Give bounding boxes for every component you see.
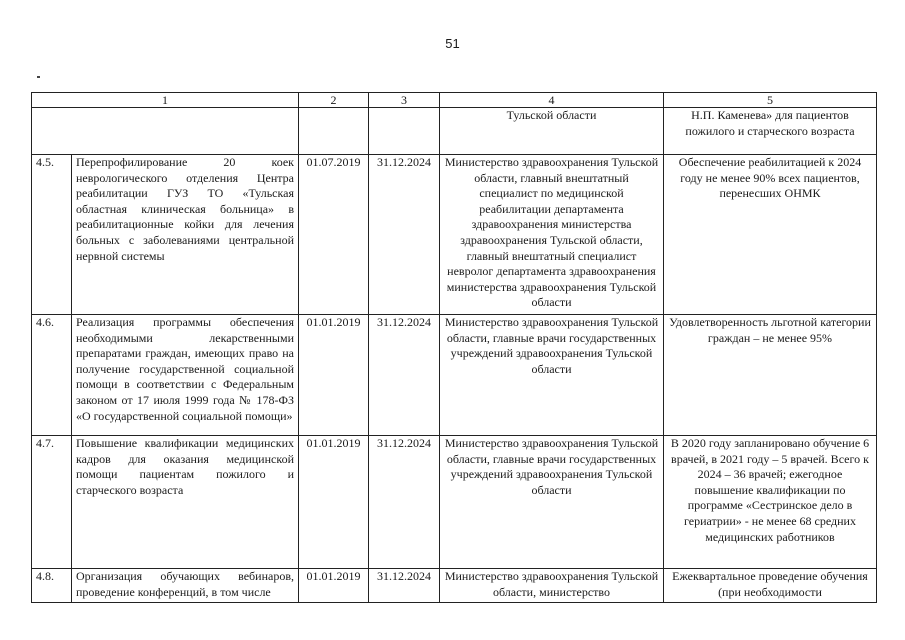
row-activity: Перепрофилирование 20 коек неврологического отделения Центра реабилитации ГУЗ ТО «Тульская областная клиническая больница» в реабилитационные койки для лечения больных с заболеваниями центральной нервной системы bbox=[72, 155, 299, 315]
table-row bbox=[32, 436, 877, 569]
row-number: 4.5. bbox=[32, 155, 72, 315]
row-start-date: 01.01.2019 bbox=[299, 436, 369, 569]
row-responsible: Министерство здравоохранения Тульской области, главные врачи государственных учреждений здравоохранения Тульской области bbox=[440, 315, 664, 436]
row-activity: Повышение квалификации медицинских кадров для оказания медицинской помощи пациентам пожилого и старческого возраста bbox=[72, 436, 299, 569]
table-row bbox=[32, 569, 877, 603]
row-start-date: 01.01.2019 bbox=[299, 315, 369, 436]
page-number: 51 bbox=[445, 36, 460, 51]
row-responsible: Министерство здравоохранения Тульской области, главные врачи государственных учреждений здравоохранения Тульской области bbox=[440, 436, 664, 569]
row-start-date: 01.07.2019 bbox=[299, 155, 369, 315]
continuation-result: Н.П. Каменева» для пациентов пожилого и старческого возраста bbox=[664, 108, 877, 155]
row-end-date: 31.12.2024 bbox=[369, 155, 440, 315]
header-col-3: 3 bbox=[369, 93, 440, 108]
row-result: Ежеквартальное проведение обучения (при необходимости bbox=[664, 569, 877, 603]
row-result: Удовлетворенность льготной категории граждан – не менее 95% bbox=[664, 315, 877, 436]
table-row bbox=[32, 315, 877, 436]
row-start-date: 01.01.2019 bbox=[299, 569, 369, 603]
scan-speck bbox=[37, 76, 40, 78]
continuation-responsible: Тульской области bbox=[440, 108, 664, 155]
row-end-date: 31.12.2024 bbox=[369, 315, 440, 436]
row-result: В 2020 году запланировано обучение 6 врачей, в 2021 году – 5 врачей. Всего к 2024 – 36 врачей; ежегодное повышение квалификации по программе «Сестринское дело в гериатрии» - не менее 68 средних медицинских работников bbox=[664, 436, 877, 569]
row-number: 4.7. bbox=[32, 436, 72, 569]
row-responsible: Министерство здравоохранения Тульской области, главный внештатный специалист по медицинской реабилитации департамента здравоохранения министерства здравоохранения Тульской области, главный внештатный специалист невролог департамента здравоохранения министерства здравоохранения Тульской области bbox=[440, 155, 664, 315]
measures-table bbox=[31, 92, 877, 603]
row-result: Обеспечение реабилитацией к 2024 году не менее 90% всех пациентов, перенесших ОНМК bbox=[664, 155, 877, 315]
header-col-4: 4 bbox=[440, 93, 664, 108]
header-col-1: 1 bbox=[32, 93, 299, 108]
row-number: 4.6. bbox=[32, 315, 72, 436]
table-row bbox=[32, 155, 877, 315]
header-row bbox=[32, 93, 877, 108]
header-col-2: 2 bbox=[299, 93, 369, 108]
header-col-5: 5 bbox=[664, 93, 877, 108]
row-activity: Организация обучающих вебинаров, проведение конференций, в том числе bbox=[72, 569, 299, 603]
row-end-date: 31.12.2024 bbox=[369, 569, 440, 603]
continuation-row bbox=[32, 108, 877, 155]
row-end-date: 31.12.2024 bbox=[369, 436, 440, 569]
row-responsible: Министерство здравоохранения Тульской области, министерство bbox=[440, 569, 664, 603]
row-activity: Реализация программы обеспечения необходимыми лекарственными препаратами граждан, имеющих право на получение государственной социальной помощи в соответствии с Федеральным законом от 17 июля 1999 года № 178-ФЗ «О государственной социальной помощи» bbox=[72, 315, 299, 436]
row-number: 4.8. bbox=[32, 569, 72, 603]
